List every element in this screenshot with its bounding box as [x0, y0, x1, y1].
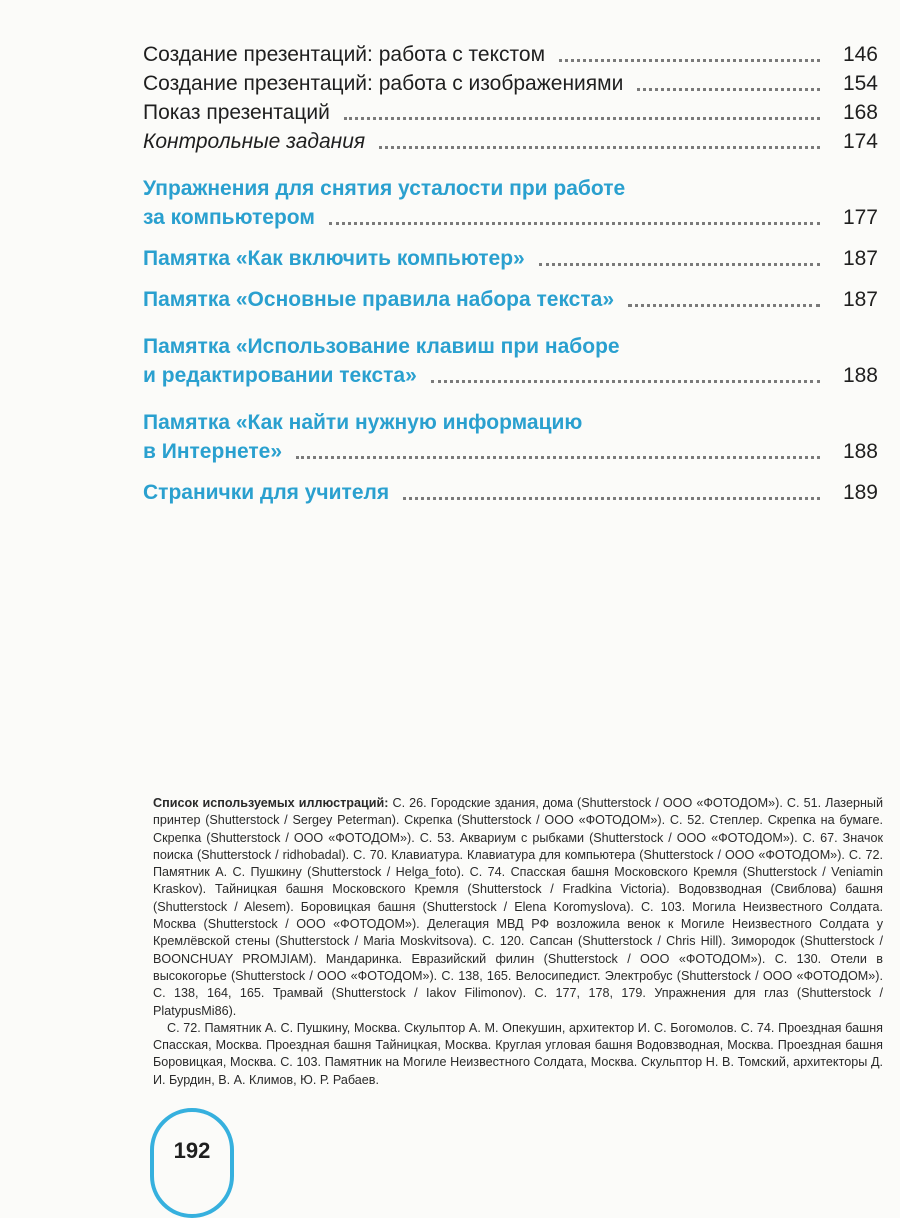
dot-leader: [628, 304, 820, 307]
toc-section-title-line2: за компьютером: [143, 206, 315, 229]
dot-leader: [559, 59, 820, 62]
toc-section-title-line1: Памятка «Использование клавиш при наборе: [143, 335, 620, 358]
dot-leader: [379, 146, 820, 149]
toc-section[interactable]: [143, 285, 878, 314]
dot-leader: [403, 497, 820, 500]
toc-entry[interactable]: [143, 127, 878, 156]
toc-section-title: Памятка «Основные правила набора текста»: [143, 288, 615, 311]
toc-entry-title: Создание презентаций: работа с изображениями: [143, 72, 624, 95]
page-number: 192: [173, 1138, 211, 1163]
toc-section-title: Памятка «Как включить компьютер»: [143, 247, 525, 270]
toc-section[interactable]: [143, 174, 878, 232]
dot-leader: [296, 456, 820, 459]
toc-entry-page: 174: [842, 130, 878, 153]
toc-section-page: 189: [842, 481, 878, 504]
toc-section-title-line2: и редактировании текста»: [143, 364, 417, 387]
toc-entry-title: Создание презентаций: работа с текстом: [143, 43, 546, 66]
toc-entry-title: Контрольные задания: [143, 130, 366, 153]
toc-entry[interactable]: [143, 69, 878, 98]
toc-entry[interactable]: [143, 98, 878, 127]
toc-entry-page: 168: [842, 101, 878, 124]
credits-body: С. 26. Городские здания, дома (Shutterstock / ООО «ФОТОДОМ»). С. 51. Лазерный принтер (Shutterstock / Sergey Peterman). Скрепка (Shutterstock / ООО «ФОТОДОМ»). С. 52. Степлер. Скрепка на бумаге. Скрепка (Shutterstock / ООО «ФОТОДОМ»). С. 53. Аквариум с рыбками (Shutterstock / ООО «ФОТОДОМ»). С. 67. Значок поиска (Shutterstock / ridhobadal). С. 70. Клавиатура. Клавиатура для компьютера (Shutterstock / ООО «ФОТОДОМ»). С. 72. Памятник А. С. Пушкину (Shutterstock / Helga_foto). С. 74. Спасская башня Московского Кремля (Shutterstock / Veniamin Kraskov). Тайницкая башня Московского Кремля (Shutterstock / Fradkina Victoria). Водовзводная (Свиблова) башня (Shutterstock / Alesem). Боровицкая башня (Shutterstock / Elena Koromyslova). С. 103. Могила Неизвестного Солдата. Москва (Shutterstock / ООО «ФОТОДОМ»). Делегация МВД РФ возложила венок к Могиле Неизвестного Солдата у Кремлёвской стены (Shutterstock / Maria Moskvitsova). С. 120. Сапсан (Shutterstock / Chris Hill). Зимородок (Shutterstock / BOONCHUAY PROMJIAM). Мандаринка. Евразийский филин (Shutterstock / ООО «ФОТОДОМ»). С. 130. Отели в высокогорье (Shutterstock / ООО «ФОТОДОМ»). С. 138, 165. Велосипедист. Электробус (Shutterstock / ООО «ФОТОДОМ»). С. 138, 164, 165. Трамвай (Shutterstock / Iakov Filimonov). С. 177, 178, 179. Упражнения для глаз (Shutterstock / PlatypusMi86).: [153, 796, 883, 1018]
toc-section[interactable]: [143, 244, 878, 273]
dot-leader: [329, 222, 820, 225]
illustration-credits: [153, 795, 883, 1089]
toc-entry-title: Показ презентаций: [143, 101, 330, 124]
dot-leader: [431, 380, 820, 383]
page-number-badge: [150, 1108, 234, 1218]
toc-section[interactable]: [143, 478, 878, 507]
toc-section[interactable]: [143, 408, 878, 466]
dot-leader: [637, 88, 820, 91]
toc-entry-page: 154: [842, 72, 878, 95]
toc-section-title-line1: Упражнения для снятия усталости при работе: [143, 177, 626, 200]
toc-entry-page: 146: [842, 43, 878, 66]
toc-section[interactable]: [143, 332, 878, 390]
dot-leader: [344, 117, 820, 120]
dot-leader: [539, 263, 820, 266]
toc-section-title-line2: в Интернете»: [143, 440, 283, 463]
toc-section-title: Странички для учителя: [143, 481, 390, 504]
toc-section-page: 188: [842, 364, 878, 387]
toc-section-page: 177: [842, 206, 878, 229]
toc-section-page: 188: [842, 440, 878, 463]
credits-heading: Список используемых иллюстраций:: [153, 796, 389, 810]
toc-section-page: 187: [842, 247, 878, 270]
toc-section-title-line1: Памятка «Как найти нужную информацию: [143, 411, 583, 434]
credits-monuments: С. 72. Памятник А. С. Пушкину, Москва. Скульптор А. М. Опекушин, архитектор И. С. Богомолов. С. 74. Проездная башня Спасская, Москва. Проездная башня Тайницкая, Москва. Круглая угловая башня Водовзводная, Москва. Проездная башня Боровицкая, Москва. С. 103. Памятник на Могиле Неизвестного Солдата, Москва. Скульптор Н. В. Томский, архитекторы Д. И. Бурдин, В. А. Климов, Ю. Р. Рабаев.: [153, 1020, 883, 1087]
table-of-contents: [143, 40, 878, 507]
toc-section-page: 187: [842, 288, 878, 311]
toc-entry[interactable]: [143, 40, 878, 69]
